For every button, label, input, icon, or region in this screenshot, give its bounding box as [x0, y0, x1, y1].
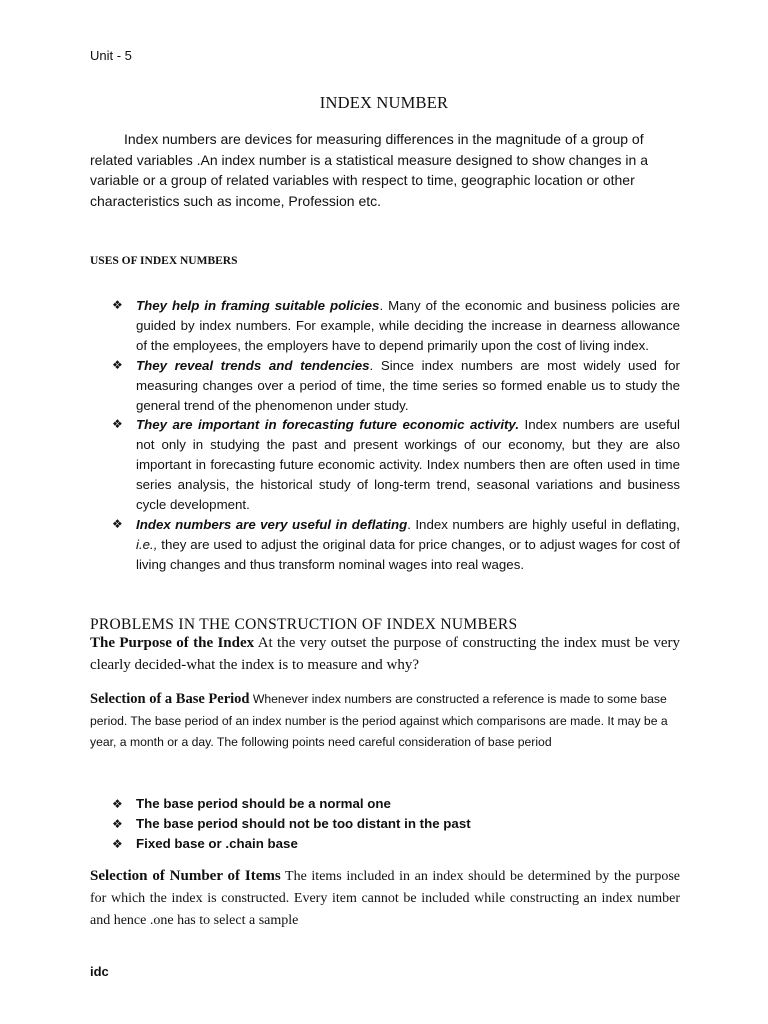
item-ie: i.e.,: [136, 536, 158, 552]
list-item: [90, 794, 680, 814]
intro-paragraph: [90, 129, 680, 211]
item-text: . Since index numbers are most widely used for measuring changes over a period of time, the time series so formed enable us to study the general trend of the phenomenon under study.: [136, 357, 680, 413]
diamond-bullet-icon: ❖: [112, 516, 123, 531]
page-title: INDEX NUMBER: [319, 93, 449, 112]
diamond-bullet-icon: ❖: [112, 837, 123, 851]
problems-heading: PROBLEMS IN THE CONSTRUCTION OF INDEX NUMBERS: [90, 616, 518, 633]
item-lead: They are important in forecasting future economic activity.: [136, 417, 520, 433]
item-lead: Index numbers are very useful in deflating: [136, 516, 408, 532]
diamond-bullet-icon: ❖: [112, 817, 123, 831]
base-point: The base period should be a normal one: [136, 796, 391, 811]
list-item: [90, 296, 680, 356]
unit-header: Unit - 5: [90, 48, 132, 63]
diamond-bullet-icon: ❖: [112, 797, 123, 811]
uses-list: [90, 296, 680, 575]
item-text: . Many of the economic and business policies are guided by index numbers. For example, while deciding the increase in dearness allowance of the employees, the employers have to depend primarily upon the cost of living index.: [136, 298, 680, 353]
item-lead: They help in framing suitable policies: [136, 298, 380, 313]
item-text: Index numbers are useful not only in studying the past and present workings of our economy, but they are also important in forecasting future economic activity. Index numbers then are often used in time series analysis, the historical study of long-term trend, seasonal variations and business cycle development.: [136, 417, 680, 513]
list-item: [90, 515, 680, 575]
purpose-paragraph: [90, 633, 680, 676]
base-period-label: Selection of a Base Period: [90, 691, 250, 707]
base-period-list: [90, 794, 680, 854]
list-item: [90, 834, 680, 854]
item-text: . Index numbers are highly useful in deflating,: [407, 516, 681, 532]
intro-text: Index numbers are devices for measuring differences in the magnitude of a group of related variables .An index number is a statistical measure designed to show changes in a variable or a group of related variables with respect to time, geographic location or other characteristics such as income, Profession etc.: [90, 131, 648, 209]
list-item: [90, 356, 680, 416]
item-text-cont: they are used to adjust the original data for price changes, or to adjust wages for cost of living changes and thus transform nominal wages into real wages.: [136, 536, 680, 572]
items-text: The items included in an index should be determined by the purpose for which the index is constructed. Every item cannot be included while constructing an index number and hence .one has to select a sample: [90, 869, 680, 928]
base-period-text: Whenever index numbers are constructed a reference is made to some base period. The base period of an index number is the period against which comparisons are made. It may be a year, a month or a day. The following points need careful consideration of base period: [90, 692, 668, 749]
list-item: [90, 814, 680, 834]
purpose-text: At the very outset the purpose of constructing the index must be very clearly decided-what the index is to measure and why?: [90, 635, 680, 673]
purpose-label: The Purpose of the Index: [90, 635, 255, 651]
base-point: The base period should not be too distant in the past: [136, 816, 471, 831]
uses-heading: USES OF INDEX NUMBERS: [90, 255, 238, 267]
items-label: Selection of Number of Items: [90, 868, 281, 884]
diamond-bullet-icon: ❖: [112, 417, 123, 432]
base-point: Fixed base or .chain base: [136, 836, 298, 851]
page-footer: idc: [90, 964, 109, 979]
items-paragraph: [90, 865, 680, 932]
diamond-bullet-icon: ❖: [112, 357, 123, 372]
item-lead: They reveal trends and tendencies: [136, 357, 370, 373]
list-item: [90, 415, 680, 515]
base-period-paragraph: [90, 689, 680, 754]
diamond-bullet-icon: ❖: [112, 298, 123, 312]
